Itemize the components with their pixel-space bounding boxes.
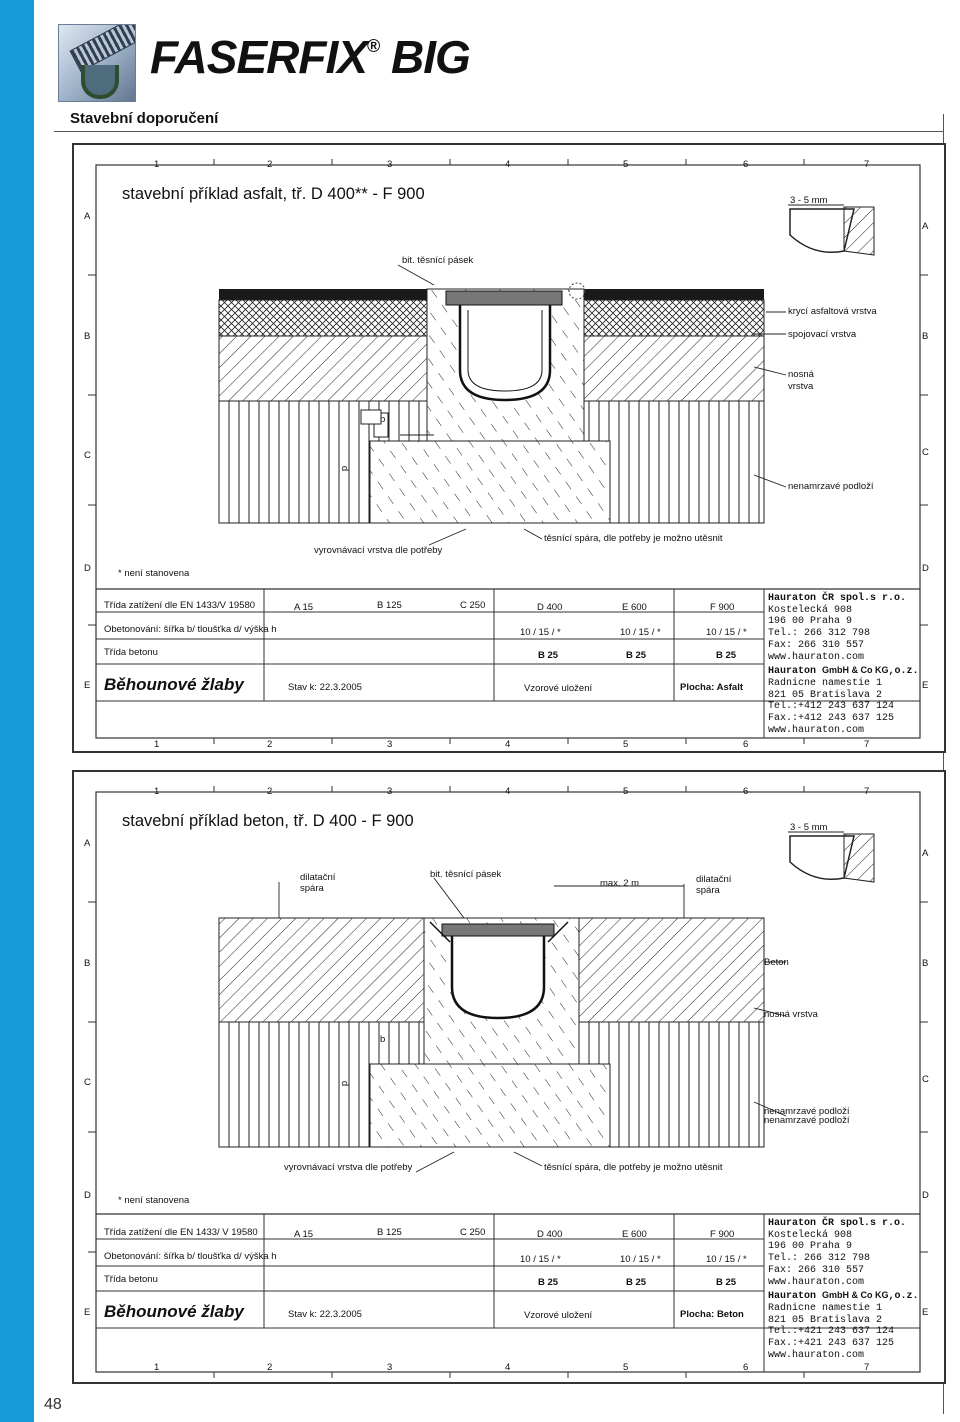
concrete-e600: B 25 — [626, 1277, 647, 1288]
company-cz-line: Fax: 266 310 557 — [768, 1264, 865, 1276]
row-label-e: E — [84, 680, 91, 691]
col-label-2-bottom: 2 — [267, 739, 273, 750]
col-label-4-bottom: 4 — [505, 739, 511, 750]
company-sk-line: Radnicne namestie 1 — [768, 677, 883, 689]
class-d400: D 400 — [537, 602, 563, 613]
col-label-4: 4 — [505, 786, 511, 797]
row-label-c: C — [84, 1077, 91, 1088]
row-label-a-right: A — [922, 848, 929, 859]
col-label-1: 1 — [154, 786, 160, 797]
row-label-d: D — [84, 1190, 91, 1201]
row-label-b: B — [84, 958, 91, 969]
revision-date: Stav k: 22.3.2005 — [288, 682, 362, 693]
class-a15: A 15 — [294, 602, 314, 613]
class-b125: B 125 — [377, 1227, 402, 1238]
callout-subgrade: nenamrzavé podloží — [788, 481, 874, 492]
brand-title: FASERFIX® BIG — [150, 31, 470, 83]
col-label-6-bottom: 6 — [743, 739, 749, 750]
company-sk-line: Fax.:+421 243 637 125 — [768, 1338, 895, 1350]
callout-subgrade: nenamrzavé podloží — [764, 1106, 850, 1117]
product-name: Běhounové žlaby — [104, 675, 244, 694]
col-label-5: 5 — [623, 159, 629, 170]
product-photo — [58, 24, 136, 102]
col-label-6-bottom: 6 — [743, 1362, 749, 1373]
row-label-b-right: B — [922, 958, 929, 969]
row-label-c: C — [84, 450, 91, 461]
company-sk-line: 821 05 Bratislava 2 — [768, 689, 883, 701]
callout-binder-course: spojovací vrstva — [788, 329, 857, 340]
callout-bit-tape: bit. těsnící pásek — [402, 255, 474, 266]
encasement-label: Obetonování: šířka b/ tloušťka d/ výška h — [104, 1251, 277, 1262]
company-sk-line: Radnicne namestie 1 — [768, 1302, 883, 1314]
row-label-c-right: C — [922, 1074, 929, 1085]
layout-label: Vzorové uložení — [524, 1310, 593, 1321]
callout-base-layer-1: nosná — [788, 369, 814, 380]
class-e600: E 600 — [622, 602, 647, 613]
col-label-6: 6 — [743, 786, 749, 797]
row-label-b: B — [84, 331, 91, 342]
col-label-7: 7 — [864, 786, 870, 797]
row-label-d-right: D — [922, 1190, 929, 1201]
col-label-4-bottom: 4 — [505, 1362, 511, 1373]
encasement-e600: 10 / 15 / * — [620, 1254, 661, 1265]
concrete-f900: B 25 — [716, 1277, 737, 1288]
sheet-title: stavební příklad asfalt, tř. D 400** - F 900 — [122, 185, 425, 203]
row-label-a-right: A — [922, 221, 929, 232]
surface-label: Plocha: Beton — [680, 1309, 744, 1320]
callout-base-layer-2: vrstva — [788, 381, 814, 392]
page-number: 48 — [44, 1396, 62, 1413]
callout-concrete: Beton — [764, 957, 789, 968]
col-label-7-bottom: 7 — [864, 739, 870, 750]
callout-levelling: vyrovnávací vrstva dle potřeby — [314, 545, 443, 556]
footnote: * není stanovena — [118, 1195, 190, 1206]
concrete-class-label: Třída betonu — [104, 647, 158, 658]
callout-sealing-joint: těsnící spára, dle potřeby je možno utěsnit — [544, 1162, 723, 1173]
encasement-f900: 10 / 15 / * — [706, 1254, 747, 1265]
col-label-3: 3 — [387, 159, 393, 170]
callout-bit-tape: bit. těsnící pásek — [430, 869, 502, 880]
dim-d-label: d — [339, 465, 351, 472]
col-label-3-bottom: 3 — [387, 739, 393, 750]
row-label-a: A — [84, 211, 91, 222]
class-c250: C 250 — [460, 600, 486, 611]
col-label-5-bottom: 5 — [623, 739, 629, 750]
company-cz-line: Kostelecká 908 — [768, 604, 853, 616]
encasement-f900: 10 / 15 / * — [706, 627, 747, 638]
product-name: Běhounové žlaby — [104, 1302, 244, 1321]
gap-label: 3 - 5 mm — [790, 822, 828, 833]
layout-label: Vzorové uložení — [524, 683, 593, 694]
col-label-3: 3 — [387, 786, 393, 797]
callout-base-layer: nosná vrstva — [764, 1009, 818, 1020]
company-contact-block — [768, 1218, 919, 1361]
callout-subgrade-dup: nenamrzavé podloží — [764, 1115, 850, 1126]
company-cz-name: Hauraton ČR spol.s r.o. — [768, 1218, 907, 1229]
class-f900: F 900 — [710, 1229, 735, 1240]
surface-label: Plocha: Asfalt — [680, 682, 743, 693]
col-label-1: 1 — [154, 159, 160, 170]
company-sk-name: Hauraton GmbH & Co KG,o.z. — [768, 1290, 919, 1303]
company-cz-name: Hauraton ČR spol.s r.o. — [768, 593, 907, 604]
col-label-5: 5 — [623, 786, 629, 797]
col-label-1-bottom: 1 — [154, 739, 160, 750]
company-cz-line: www.hauraton.com — [768, 1276, 865, 1288]
company-cz-line: 196 00 Praha 9 — [768, 1241, 853, 1253]
callout-asphalt-cover: krycí asfaltová vrstva — [788, 306, 877, 317]
encasement-d400: 10 / 15 / * — [520, 627, 561, 638]
drawing-sheet-concrete — [72, 770, 946, 1384]
row-label-d: D — [84, 563, 91, 574]
col-label-1-bottom: 1 — [154, 1362, 160, 1373]
load-class-label: Třída zatížení dle EN 1433/V 19580 — [104, 600, 256, 611]
callout-dilatation-1a: dilatační — [300, 872, 336, 883]
callout-dilatation-2b: spára — [696, 885, 720, 896]
company-cz-line: Kostelecká 908 — [768, 1229, 853, 1241]
company-contact-block — [768, 593, 919, 736]
encasement-e600: 10 / 15 / * — [620, 627, 661, 638]
row-label-a: A — [84, 838, 91, 849]
class-a15: A 15 — [294, 1229, 314, 1240]
col-label-2: 2 — [267, 786, 273, 797]
col-label-4: 4 — [505, 159, 511, 170]
encasement-d400: 10 / 15 / * — [520, 1254, 561, 1265]
col-label-2-bottom: 2 — [267, 1362, 273, 1373]
callout-sealing-joint: těsnící spára, dle potřeby je možno utěsnit — [544, 533, 723, 544]
company-cz-line: Fax: 266 310 557 — [768, 639, 865, 651]
row-label-e-right: E — [922, 1307, 929, 1318]
callout-levelling: vyrovnávací vrstva dle potřeby — [284, 1162, 413, 1173]
row-label-e-right: E — [922, 680, 929, 691]
col-label-7-bottom: 7 — [864, 1362, 870, 1373]
company-sk-line: Tel.:+421 243 637 124 — [768, 1326, 895, 1338]
company-sk-line: 821 05 Bratislava 2 — [768, 1314, 883, 1326]
company-sk-line: Fax.:+412 243 637 125 — [768, 713, 895, 725]
page-subtitle: Stavební doporučení — [70, 110, 219, 127]
callout-max-spacing: max. 2 m — [600, 878, 640, 889]
dim-b-label: b — [380, 1034, 386, 1045]
col-label-5-bottom: 5 — [623, 1362, 629, 1373]
row-label-e: E — [84, 1307, 91, 1318]
company-cz-line: 196 00 Praha 9 — [768, 616, 853, 628]
class-c250: C 250 — [460, 1227, 486, 1238]
class-b125: B 125 — [377, 600, 402, 611]
concrete-class-label: Třída betonu — [104, 1274, 158, 1285]
company-cz-line: Tel.: 266 312 798 — [768, 1253, 871, 1265]
encasement-label: Obetonování: šířka b/ tloušťka d/ výška h — [104, 624, 277, 635]
dim-b-label: b — [380, 414, 386, 425]
col-label-6: 6 — [743, 159, 749, 170]
blue-sidebar-strip — [0, 0, 34, 1422]
class-f900: F 900 — [710, 602, 735, 613]
company-cz-line: Tel.: 266 312 798 — [768, 628, 871, 640]
footnote: * není stanovena — [118, 568, 190, 579]
company-sk-line: www.hauraton.com — [768, 724, 865, 736]
sheet-title: stavební příklad beton, tř. D 400 - F 900 — [122, 812, 414, 830]
class-e600: E 600 — [622, 1229, 647, 1240]
row-label-b-right: B — [922, 331, 929, 342]
class-d400: D 400 — [537, 1229, 563, 1240]
revision-date: Stav k: 22.3.2005 — [288, 1309, 362, 1320]
company-sk-name: Hauraton GmbH & Co KG,o.z. — [768, 665, 919, 678]
callout-dilatation-2a: dilatační — [696, 874, 732, 885]
load-class-label: Třída zatížení dle EN 1433/ V 19580 — [104, 1227, 258, 1238]
gap-label: 3 - 5 mm — [790, 195, 828, 206]
header-rule — [54, 131, 944, 132]
col-label-7: 7 — [864, 159, 870, 170]
col-label-3-bottom: 3 — [387, 1362, 393, 1373]
dim-d-label: d — [339, 1080, 351, 1087]
row-label-d-right: D — [922, 563, 929, 574]
concrete-d400: B 25 — [538, 1277, 559, 1288]
row-label-c-right: C — [922, 447, 929, 458]
company-cz-line: www.hauraton.com — [768, 651, 865, 663]
concrete-f900: B 25 — [716, 650, 737, 661]
drawing-sheet-asphalt — [72, 143, 946, 753]
company-sk-line: www.hauraton.com — [768, 1349, 865, 1361]
company-sk-line: Tel.:+412 243 637 124 — [768, 701, 895, 713]
col-label-2: 2 — [267, 159, 273, 170]
concrete-d400: B 25 — [538, 650, 559, 661]
callout-dilatation-1b: spára — [300, 883, 324, 894]
concrete-e600: B 25 — [626, 650, 647, 661]
